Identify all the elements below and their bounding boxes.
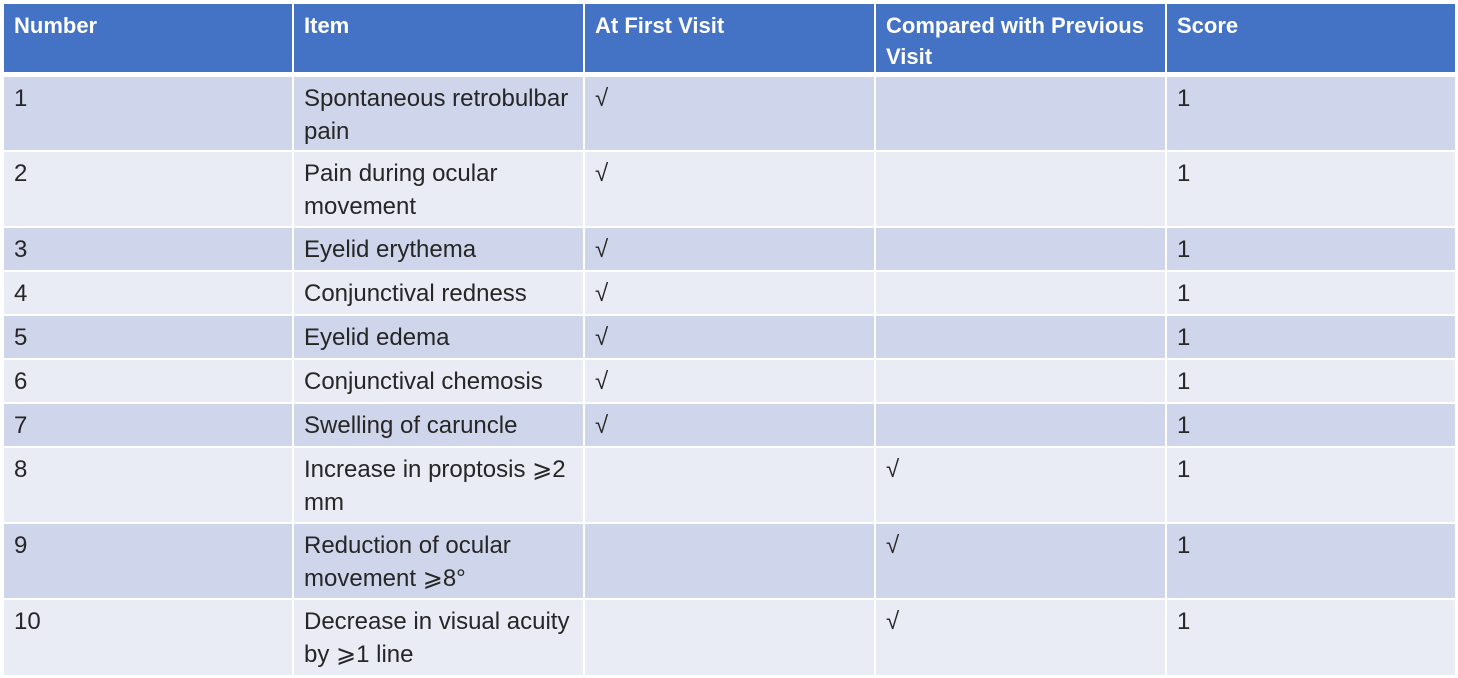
cell-score: 1: [1166, 447, 1456, 523]
cell-score: 1: [1166, 151, 1456, 227]
cell-score: 1: [1166, 271, 1456, 315]
cell-number: 4: [3, 271, 293, 315]
cell-item: Spontaneous retrobulbar pain: [293, 75, 584, 151]
table-row: [3, 75, 1456, 151]
cell-compared-check: [875, 403, 1166, 447]
cell-score: 1: [1166, 75, 1456, 151]
table-row: [3, 227, 1456, 271]
cell-score: 1: [1166, 359, 1456, 403]
cell-item: Conjunctival chemosis: [293, 359, 584, 403]
cell-compared-check: [875, 75, 1166, 151]
cell-compared-check: √: [875, 599, 1166, 676]
table-row: [3, 599, 1456, 676]
cell-number: 7: [3, 403, 293, 447]
cell-item: Decrease in visual acuity by ⩾1 line: [293, 599, 584, 676]
cell-first-visit-check: √: [584, 75, 875, 151]
cell-item: Pain during ocular movement: [293, 151, 584, 227]
cell-first-visit-check: √: [584, 151, 875, 227]
activity-score-table: [2, 2, 1457, 677]
cell-item: Reduction of ocular movement ⩾8°: [293, 523, 584, 599]
header-first-visit: At First Visit: [584, 3, 875, 75]
table-row: [3, 523, 1456, 599]
header-compared: Compared with Previous Visit: [875, 3, 1166, 75]
header-number: Number: [3, 3, 293, 75]
cell-first-visit-check: [584, 523, 875, 599]
cell-compared-check: [875, 151, 1166, 227]
cell-compared-check: [875, 271, 1166, 315]
cell-first-visit-check: √: [584, 359, 875, 403]
cell-first-visit-check: √: [584, 227, 875, 271]
cell-first-visit-check: [584, 599, 875, 676]
cell-number: 10: [3, 599, 293, 676]
cell-number: 2: [3, 151, 293, 227]
cell-score: 1: [1166, 227, 1456, 271]
cell-score: 1: [1166, 523, 1456, 599]
cell-score: 1: [1166, 315, 1456, 359]
cell-number: 1: [3, 75, 293, 151]
cell-compared-check: √: [875, 523, 1166, 599]
table-row: [3, 447, 1456, 523]
cell-number: 5: [3, 315, 293, 359]
cell-number: 3: [3, 227, 293, 271]
cell-item: Eyelid edema: [293, 315, 584, 359]
cell-number: 8: [3, 447, 293, 523]
table-row: [3, 403, 1456, 447]
cell-score: 1: [1166, 599, 1456, 676]
cell-first-visit-check: √: [584, 271, 875, 315]
cell-compared-check: [875, 359, 1166, 403]
cell-compared-check: √: [875, 447, 1166, 523]
table-row: [3, 359, 1456, 403]
cell-compared-check: [875, 227, 1166, 271]
cell-number: 6: [3, 359, 293, 403]
header-score: Score: [1166, 3, 1456, 75]
cell-item: Increase in proptosis ⩾2 mm: [293, 447, 584, 523]
table-row: [3, 315, 1456, 359]
table-header-row: [3, 3, 1456, 75]
cell-item: Swelling of caruncle: [293, 403, 584, 447]
cell-first-visit-check: [584, 447, 875, 523]
cell-score: 1: [1166, 403, 1456, 447]
table-row: [3, 151, 1456, 227]
table-row: [3, 271, 1456, 315]
cell-number: 9: [3, 523, 293, 599]
cell-item: Eyelid erythema: [293, 227, 584, 271]
header-item: Item: [293, 3, 584, 75]
cell-item: Conjunctival redness: [293, 271, 584, 315]
cell-first-visit-check: √: [584, 315, 875, 359]
cell-compared-check: [875, 315, 1166, 359]
cell-first-visit-check: √: [584, 403, 875, 447]
